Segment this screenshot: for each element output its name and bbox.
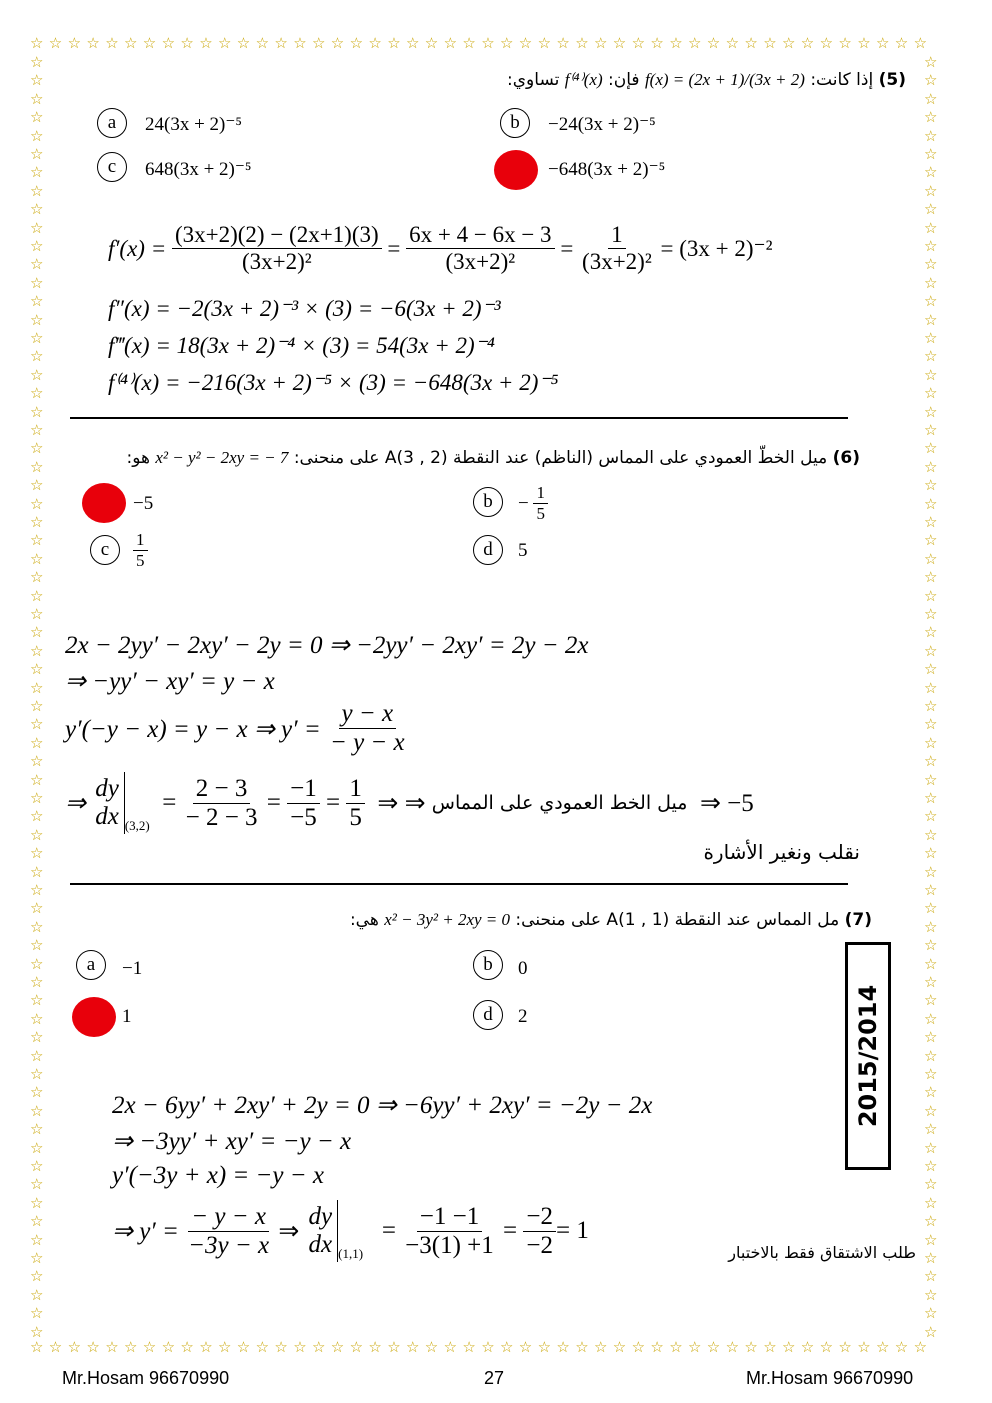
border-star: ☆ xyxy=(30,1083,44,1102)
option-b-text: 0 xyxy=(518,958,528,979)
border-star: ☆ xyxy=(30,1249,44,1267)
border-star: ☆ xyxy=(30,439,44,458)
border-star: ☆ xyxy=(500,1338,514,1356)
option-d-circle[interactable]: d xyxy=(473,1000,503,1030)
border-star: ☆ xyxy=(30,825,44,844)
border-star: ☆ xyxy=(924,108,938,127)
option-a-text: −5 xyxy=(133,493,154,514)
border-star: ☆ xyxy=(48,34,63,52)
border-star: ☆ xyxy=(124,34,138,52)
border-star: ☆ xyxy=(30,200,44,219)
border-star: ☆ xyxy=(30,1285,44,1304)
border-star: ☆ xyxy=(30,733,44,752)
border-star: ☆ xyxy=(30,310,44,329)
border-star: ☆ xyxy=(924,1193,938,1212)
border-star: ☆ xyxy=(330,34,345,52)
q5-solution-line-1: f′(x) = $\frac{(3x+2)(2) - (2x+1)(3)}{\text{(3x+2)²}}$ = $\frac{6x + 4 - 6x - 3}{\text{(3x+2)²}}$ = $\frac{1}{\text{(3x+2)²}}$ = (3x + 2)⁻² xyxy=(108,222,773,274)
border-star: ☆ xyxy=(857,1338,871,1356)
border-star: ☆ xyxy=(30,917,44,936)
border-star: ☆ xyxy=(30,273,44,292)
option-b-circle[interactable]: b xyxy=(473,487,503,517)
border-star: ☆ xyxy=(924,752,938,771)
border-star: ☆ xyxy=(688,1338,702,1356)
border-star: ☆ xyxy=(744,34,758,52)
border-star: ☆ xyxy=(688,34,702,52)
border-star: ☆ xyxy=(924,531,938,550)
border-star: ☆ xyxy=(30,494,44,513)
border-star: ☆ xyxy=(924,457,938,476)
border-star: ☆ xyxy=(782,1338,796,1356)
border-star: ☆ xyxy=(924,678,938,697)
footer-right: Mr.Hosam 96670990 xyxy=(746,1368,914,1388)
border-star: ☆ xyxy=(161,1338,176,1356)
border-star: ☆ xyxy=(86,1338,100,1356)
border-star: ☆ xyxy=(30,365,44,384)
border-star: ☆ xyxy=(924,936,938,955)
border-star: ☆ xyxy=(838,34,852,52)
border-star: ☆ xyxy=(30,1157,44,1175)
border-star: ☆ xyxy=(30,1028,44,1047)
border-star: ☆ xyxy=(876,34,890,52)
border-star: ☆ xyxy=(924,715,938,734)
q7-solution-line-4: ⇒ y′ = $\frac{- y - x}{-3y - x}$ ⇒ dy dx (1,1) = $\frac{-1 -1}{-3(1) +1}$ = $\frac{-2}{-2}$ = 1 xyxy=(112,1200,589,1262)
border-star: ☆ xyxy=(30,1304,44,1323)
option-c-text: 648(3x + 2)⁻⁵ xyxy=(145,159,252,180)
border-star: ☆ xyxy=(924,1285,938,1304)
border-star: ☆ xyxy=(924,218,938,237)
border-star: ☆ xyxy=(924,181,938,200)
border-star: ☆ xyxy=(800,1338,815,1356)
border-star: ☆ xyxy=(800,34,815,52)
border-star: ☆ xyxy=(30,71,44,90)
border-star: ☆ xyxy=(924,89,938,108)
section-divider xyxy=(70,883,848,885)
curve-equation: x² − y² − 2xy = − 7 xyxy=(155,448,289,467)
border-star: ☆ xyxy=(67,34,82,52)
year-badge xyxy=(845,942,891,1170)
border-star: ☆ xyxy=(424,1338,439,1356)
border-star: ☆ xyxy=(30,568,44,587)
q7-solution-line-2: ⇒ −3yy′ + xy′ = −y − x xyxy=(112,1128,352,1155)
border-star: ☆ xyxy=(481,1338,495,1356)
border-star: ☆ xyxy=(293,34,307,52)
border-star: ☆ xyxy=(67,1338,82,1356)
border-star: ☆ xyxy=(924,844,938,863)
border-star: ☆ xyxy=(30,991,44,1010)
year-label: 2015/2014 xyxy=(854,984,883,1128)
border-star: ☆ xyxy=(650,34,664,52)
border-star: ☆ xyxy=(30,715,44,734)
border-star: ☆ xyxy=(669,1338,683,1356)
border-star: ☆ xyxy=(30,1230,44,1249)
border-star: ☆ xyxy=(30,807,44,826)
border-star: ☆ xyxy=(924,329,938,347)
border-star: ☆ xyxy=(30,1120,44,1139)
border-star: ☆ xyxy=(857,34,871,52)
q7-solution-line-3: y′(−3y + x) = −y − x xyxy=(112,1162,324,1189)
border-star: ☆ xyxy=(424,34,439,52)
border-star: ☆ xyxy=(30,89,44,108)
border-star: ☆ xyxy=(30,1175,44,1194)
border-star: ☆ xyxy=(48,1338,63,1356)
border-star: ☆ xyxy=(30,752,44,771)
option-a-circle[interactable]: a xyxy=(76,950,106,980)
q6-solution-line-1: 2x − 2yy′ − 2xy′ − 2y = 0 ⇒ −2yy′ − 2xy′ = 2y − 2x xyxy=(65,632,589,659)
stem-middle: فإن: xyxy=(608,70,640,90)
border-star: ☆ xyxy=(838,1338,852,1356)
option-a-circle[interactable]: a xyxy=(97,108,127,138)
border-star: ☆ xyxy=(594,1338,608,1356)
border-star: ☆ xyxy=(105,1338,119,1356)
border-star: ☆ xyxy=(30,1322,44,1341)
border-star: ☆ xyxy=(30,292,44,311)
border-star: ☆ xyxy=(924,733,938,752)
stem-text: مل المماس عند النقطة (1 , 1)A على منحنى: xyxy=(515,910,840,930)
border-star: ☆ xyxy=(575,34,589,52)
border-star: ☆ xyxy=(349,34,364,52)
border-star: ☆ xyxy=(537,34,552,52)
border-star: ☆ xyxy=(876,1338,890,1356)
border-star: ☆ xyxy=(924,255,938,274)
border-star: ☆ xyxy=(594,34,608,52)
border-star: ☆ xyxy=(725,1338,740,1356)
border-star: ☆ xyxy=(406,34,420,52)
stem-text: ميل الخطّ العمودي على المماس (الناظم) عند النقطة (2 , 3)A على منحنى: xyxy=(293,448,828,468)
border-star: ☆ xyxy=(142,1338,157,1356)
border-star: ☆ xyxy=(387,34,401,52)
stem-suffix: تساوي: xyxy=(507,70,560,90)
border-star: ☆ xyxy=(30,457,44,476)
selected-answer-marker[interactable] xyxy=(82,483,126,523)
border-star: ☆ xyxy=(924,384,938,403)
border-star: ☆ xyxy=(30,1267,44,1286)
border-star: ☆ xyxy=(30,697,44,715)
border-star: ☆ xyxy=(274,34,288,52)
border-star: ☆ xyxy=(924,991,938,1010)
option-c-text: $\frac{1}{5}$ xyxy=(133,530,148,571)
border-star: ☆ xyxy=(30,936,44,955)
border-star: ☆ xyxy=(30,126,44,145)
function-expression: f(x) = (2x + 1)/(3x + 2) xyxy=(644,70,805,89)
border-star: ☆ xyxy=(30,34,44,52)
border-star: ☆ xyxy=(612,1338,627,1356)
border-star: ☆ xyxy=(349,1338,364,1356)
border-star: ☆ xyxy=(30,770,44,789)
border-star: ☆ xyxy=(924,770,938,789)
border-star: ☆ xyxy=(763,1338,777,1356)
border-star: ☆ xyxy=(30,531,44,550)
option-b-text: −24(3x + 2)⁻⁵ xyxy=(548,114,656,135)
option-d-text: 2 xyxy=(518,1006,528,1027)
border-star: ☆ xyxy=(913,1338,928,1356)
border-star: ☆ xyxy=(368,34,382,52)
option-c-text: 1 xyxy=(122,1006,132,1027)
border-star: ☆ xyxy=(30,1138,44,1157)
q6-solution-line-3: y′(−y − x) = y − x ⇒ y′ = $\frac{y - x}{- y - x}$ xyxy=(65,700,405,756)
border-star: ☆ xyxy=(30,145,44,163)
border-star: ☆ xyxy=(924,862,938,881)
border-star: ☆ xyxy=(462,1338,476,1356)
option-b-text: − $\frac{1}{5}$ xyxy=(518,483,548,524)
border-star: ☆ xyxy=(387,1338,401,1356)
page-number: 27 xyxy=(484,1368,505,1388)
border-star: ☆ xyxy=(30,1065,44,1083)
border-star: ☆ xyxy=(30,844,44,863)
q7-note: طلب الاشتقاق فقط بالاختبار xyxy=(728,1243,916,1262)
stem-prefix: إذا كانت: xyxy=(810,70,874,90)
border-star: ☆ xyxy=(462,34,476,52)
border-star: ☆ xyxy=(30,1338,44,1356)
option-d-text: 5 xyxy=(518,540,528,561)
border-star: ☆ xyxy=(706,1338,721,1356)
border-star: ☆ xyxy=(913,34,928,52)
border-star: ☆ xyxy=(255,34,270,52)
border-star: ☆ xyxy=(124,1338,138,1356)
border-star: ☆ xyxy=(924,881,938,899)
border-star: ☆ xyxy=(924,954,938,973)
option-d-circle[interactable]: d xyxy=(473,535,503,565)
question-number: (7) xyxy=(844,910,872,930)
border-star: ☆ xyxy=(199,1338,213,1356)
border-star: ☆ xyxy=(924,365,938,384)
border-star: ☆ xyxy=(30,1009,44,1028)
selected-answer-marker[interactable] xyxy=(494,150,538,190)
border-star: ☆ xyxy=(30,678,44,697)
border-star: ☆ xyxy=(368,1338,382,1356)
border-star: ☆ xyxy=(30,181,44,200)
border-star: ☆ xyxy=(924,1046,938,1065)
border-star: ☆ xyxy=(30,549,44,568)
border-star: ☆ xyxy=(819,1338,834,1356)
border-star: ☆ xyxy=(924,1157,938,1175)
border-star: ☆ xyxy=(30,789,44,807)
border-star: ☆ xyxy=(30,218,44,237)
option-b-circle[interactable]: b xyxy=(473,950,503,980)
border-star: ☆ xyxy=(924,586,938,605)
border-star: ☆ xyxy=(30,973,44,991)
border-star: ☆ xyxy=(669,34,683,52)
border-star: ☆ xyxy=(924,347,938,366)
border-star: ☆ xyxy=(924,476,938,495)
border-star: ☆ xyxy=(274,1338,288,1356)
border-star: ☆ xyxy=(924,1065,938,1083)
border-star: ☆ xyxy=(650,1338,664,1356)
border-star: ☆ xyxy=(924,310,938,329)
border-star: ☆ xyxy=(443,1338,458,1356)
border-star: ☆ xyxy=(255,1338,270,1356)
border-star: ☆ xyxy=(218,1338,232,1356)
border-star: ☆ xyxy=(612,34,627,52)
border-star: ☆ xyxy=(782,34,796,52)
border-star: ☆ xyxy=(924,145,938,163)
question-number: (6) xyxy=(832,448,860,468)
border-star: ☆ xyxy=(924,1304,938,1323)
border-star: ☆ xyxy=(924,200,938,219)
border-star: ☆ xyxy=(518,34,533,52)
border-star: ☆ xyxy=(218,34,232,52)
border-star: ☆ xyxy=(142,34,157,52)
border-star: ☆ xyxy=(30,384,44,403)
border-star: ☆ xyxy=(631,1338,646,1356)
target-derivative: f⁽⁴⁾(x) xyxy=(564,70,603,89)
border-star: ☆ xyxy=(30,1212,44,1231)
border-star: ☆ xyxy=(924,1083,938,1102)
border-star: ☆ xyxy=(924,402,938,421)
border-star: ☆ xyxy=(924,917,938,936)
border-star: ☆ xyxy=(30,1101,44,1120)
border-star: ☆ xyxy=(180,1338,194,1356)
border-star: ☆ xyxy=(30,899,44,918)
border-star: ☆ xyxy=(30,237,44,255)
border-star: ☆ xyxy=(924,1175,938,1194)
border-star: ☆ xyxy=(924,273,938,292)
option-a-text: −1 xyxy=(122,958,143,979)
border-star: ☆ xyxy=(236,34,251,52)
border-star: ☆ xyxy=(924,825,938,844)
option-b-circle[interactable]: b xyxy=(500,108,530,138)
border-star: ☆ xyxy=(30,1193,44,1212)
border-star: ☆ xyxy=(105,34,119,52)
border-star: ☆ xyxy=(30,329,44,347)
border-star: ☆ xyxy=(518,1338,533,1356)
border-star: ☆ xyxy=(894,1338,909,1356)
border-star: ☆ xyxy=(443,34,458,52)
border-star: ☆ xyxy=(30,421,44,439)
border-star: ☆ xyxy=(30,402,44,421)
border-star: ☆ xyxy=(744,1338,758,1356)
border-star: ☆ xyxy=(500,34,514,52)
option-a-text: 24(3x + 2)⁻⁵ xyxy=(145,114,243,135)
border-star: ☆ xyxy=(725,34,740,52)
border-star: ☆ xyxy=(924,568,938,587)
border-star: ☆ xyxy=(30,586,44,605)
border-star: ☆ xyxy=(763,34,777,52)
border-star: ☆ xyxy=(924,697,938,715)
border-star: ☆ xyxy=(924,789,938,807)
border-star: ☆ xyxy=(924,53,938,71)
border-star: ☆ xyxy=(924,421,938,439)
border-star: ☆ xyxy=(924,292,938,311)
q6-solution-line-4: ⇒ dy dx (3,2) = $\frac{2 - 3}{- 2 - 3}$ = $\frac{-1}{-5}$ = $\frac{1}{5}$ ⇒ ⇒ ميل الخط العمودي على المماس ⇒ −5 xyxy=(65,772,754,834)
option-d-text: −648(3x + 2)⁻⁵ xyxy=(548,159,666,180)
border-star: ☆ xyxy=(30,163,44,182)
option-c-circle[interactable]: c xyxy=(97,152,127,182)
border-star: ☆ xyxy=(30,641,44,660)
border-star: ☆ xyxy=(819,34,834,52)
border-star: ☆ xyxy=(30,53,44,71)
border-star: ☆ xyxy=(924,1120,938,1139)
border-star: ☆ xyxy=(924,439,938,458)
border-star: ☆ xyxy=(924,1101,938,1120)
border-star: ☆ xyxy=(924,494,938,513)
border-star: ☆ xyxy=(293,1338,307,1356)
border-star: ☆ xyxy=(537,1338,552,1356)
border-star: ☆ xyxy=(924,623,938,642)
border-star: ☆ xyxy=(30,347,44,366)
border-star: ☆ xyxy=(86,34,100,52)
border-star: ☆ xyxy=(924,1212,938,1231)
border-star: ☆ xyxy=(924,71,938,90)
border-star: ☆ xyxy=(924,549,938,568)
footer-left: Mr.Hosam 96670990 xyxy=(62,1368,230,1388)
border-star: ☆ xyxy=(199,34,213,52)
border-star: ☆ xyxy=(924,1322,938,1341)
border-star: ☆ xyxy=(924,899,938,918)
border-star: ☆ xyxy=(30,862,44,881)
q6-solution-line-2: ⇒ −yy′ − xy′ = y − x xyxy=(65,668,275,695)
border-star: ☆ xyxy=(30,255,44,274)
stem-suffix: هو: xyxy=(126,448,150,468)
border-star: ☆ xyxy=(924,1249,938,1267)
section-divider xyxy=(70,417,848,419)
border-star: ☆ xyxy=(161,34,176,52)
q5-solution-line-2: f″(x) = −2(3x + 2)⁻³ × (3) = −6(3x + 2)⁻³ xyxy=(108,296,501,321)
border-star: ☆ xyxy=(924,807,938,826)
border-star: ☆ xyxy=(30,881,44,899)
question-7-stem xyxy=(350,910,872,930)
border-star: ☆ xyxy=(30,1046,44,1065)
stem-suffix: هي: xyxy=(349,910,379,930)
border-star: ☆ xyxy=(924,163,938,182)
border-star: ☆ xyxy=(924,1267,938,1286)
option-c-circle[interactable]: c xyxy=(90,535,120,565)
border-star: ☆ xyxy=(924,1138,938,1157)
border-star: ☆ xyxy=(30,476,44,495)
border-star: ☆ xyxy=(924,126,938,145)
q6-note: نقلب ونغير الأشارة xyxy=(703,840,860,864)
border-star: ☆ xyxy=(312,1338,326,1356)
curve-equation: x² − 3y² + 2xy = 0 xyxy=(384,910,511,929)
border-star: ☆ xyxy=(706,34,721,52)
border-star: ☆ xyxy=(30,623,44,642)
border-star: ☆ xyxy=(924,1009,938,1028)
border-star: ☆ xyxy=(30,660,44,679)
border-star: ☆ xyxy=(631,34,646,52)
border-star: ☆ xyxy=(30,108,44,127)
q5-solution-line-3: f‴(x) = 18(3x + 2)⁻⁴ × (3) = 54(3x + 2)⁻⁴ xyxy=(108,333,495,358)
border-star: ☆ xyxy=(236,1338,251,1356)
border-star: ☆ xyxy=(924,973,938,991)
q7-solution-line-1: 2x − 6yy′ + 2xy′ + 2y = 0 ⇒ −6yy′ + 2xy′ = −2y − 2x xyxy=(112,1092,653,1119)
border-star: ☆ xyxy=(924,1230,938,1249)
border-star: ☆ xyxy=(30,605,44,623)
border-star: ☆ xyxy=(924,237,938,255)
border-star: ☆ xyxy=(575,1338,589,1356)
question-5-stem xyxy=(507,70,906,90)
border-star: ☆ xyxy=(894,34,909,52)
border-star: ☆ xyxy=(556,34,570,52)
border-star: ☆ xyxy=(30,954,44,973)
border-star: ☆ xyxy=(406,1338,420,1356)
question-number: (5) xyxy=(878,70,906,90)
border-star: ☆ xyxy=(924,605,938,623)
border-star: ☆ xyxy=(180,34,194,52)
border-star: ☆ xyxy=(924,1028,938,1047)
border-star: ☆ xyxy=(924,513,938,531)
question-6-stem xyxy=(127,448,861,468)
border-star: ☆ xyxy=(924,660,938,679)
border-star: ☆ xyxy=(330,1338,345,1356)
border-star: ☆ xyxy=(481,34,495,52)
border-star: ☆ xyxy=(556,1338,570,1356)
q5-solution-line-4: f⁽⁴⁾(x) = −216(3x + 2)⁻⁵ × (3) = −648(3x + 2)⁻⁵ xyxy=(108,370,559,395)
border-star: ☆ xyxy=(312,34,326,52)
selected-answer-marker[interactable] xyxy=(72,997,116,1037)
border-star: ☆ xyxy=(30,513,44,531)
border-star: ☆ xyxy=(924,641,938,660)
